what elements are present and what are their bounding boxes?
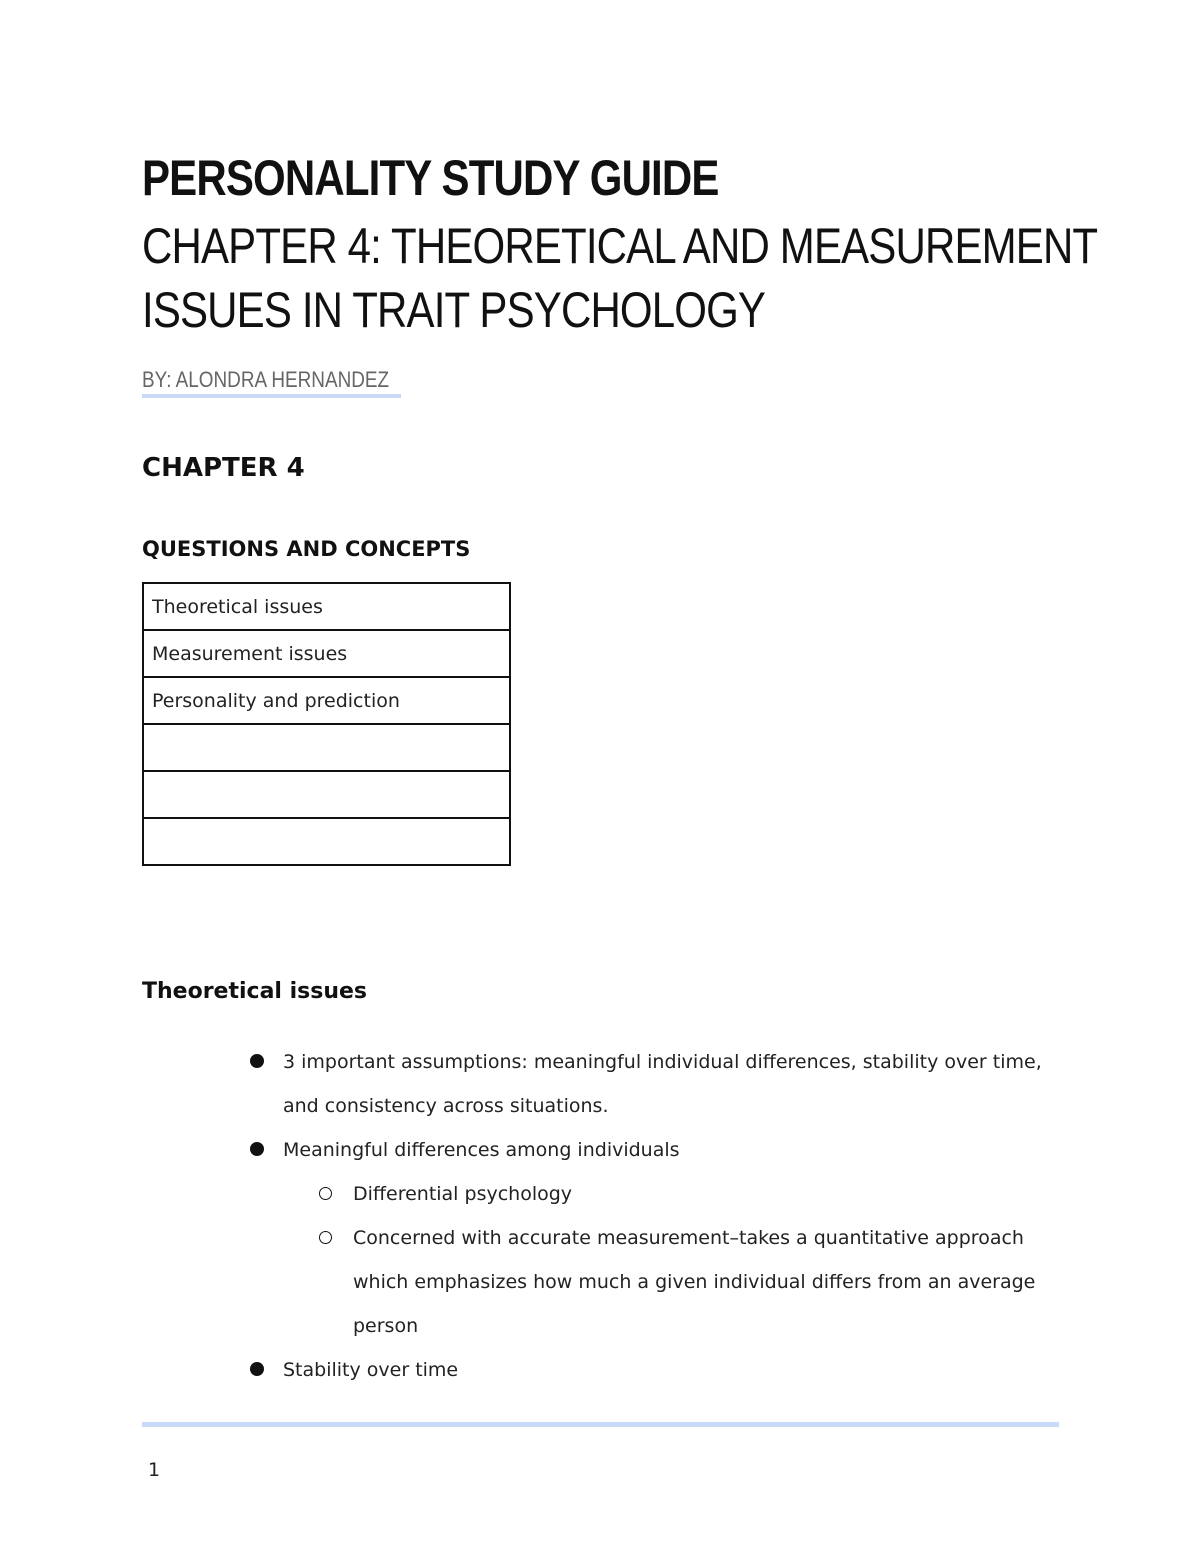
table-cell: Theoretical issues bbox=[143, 583, 510, 630]
document-title: PERSONALITY STUDY GUIDE bbox=[142, 150, 719, 206]
byline-underline bbox=[142, 394, 401, 398]
filled-bullet-icon bbox=[250, 1054, 264, 1068]
author-byline: BY: ALONDRA HERNANDEZ bbox=[142, 367, 390, 392]
table-cell: Personality and prediction bbox=[143, 677, 510, 724]
list-item-text: Meaningful differences among individuals bbox=[283, 1139, 680, 1161]
filled-bullet-icon bbox=[250, 1362, 264, 1376]
footer-divider bbox=[142, 1422, 1059, 1427]
table-cell bbox=[143, 771, 510, 818]
theoretical-issues-heading: Theoretical issues bbox=[142, 979, 368, 1004]
hollow-bullet-icon bbox=[319, 1187, 332, 1200]
table-row bbox=[143, 724, 510, 771]
subtitle-line-2: ISSUES IN TRAIT PSYCHOLOGY bbox=[142, 282, 766, 338]
list-item bbox=[0, 1216, 1053, 1348]
list-item bbox=[0, 1128, 1043, 1172]
list-item-text: Concerned with accurate measurement–takes a quantitative approach which emphasizes how much a given individual differs from an average person bbox=[353, 1227, 1036, 1337]
table-cell bbox=[143, 818, 510, 865]
chapter-heading: CHAPTER 4 bbox=[142, 453, 305, 483]
hollow-bullet-icon bbox=[319, 1231, 332, 1244]
filled-bullet-icon bbox=[250, 1142, 264, 1156]
table-row bbox=[143, 677, 510, 724]
table-row bbox=[143, 771, 510, 818]
questions-heading: QUESTIONS AND CONCEPTS bbox=[142, 537, 471, 561]
list-item-text: 3 important assumptions: meaningful individual differences, stability over time, and consistency across situations. bbox=[283, 1051, 1042, 1117]
list-item bbox=[0, 1172, 1053, 1216]
table-row bbox=[143, 818, 510, 865]
table-row bbox=[143, 630, 510, 677]
list-item-text: Differential psychology bbox=[353, 1183, 573, 1205]
document-subtitle bbox=[142, 214, 1098, 342]
notes-list bbox=[0, 1040, 1200, 1392]
page-number: 1 bbox=[148, 1459, 161, 1481]
table-cell bbox=[143, 724, 510, 771]
subtitle-line-1: CHAPTER 4: THEORETICAL AND MEASUREMENT bbox=[142, 218, 1098, 274]
list-item-text: Stability over time bbox=[283, 1359, 459, 1381]
table-cell: Measurement issues bbox=[143, 630, 510, 677]
list-item bbox=[0, 1040, 1043, 1128]
concepts-table bbox=[142, 582, 511, 866]
table-row bbox=[143, 583, 510, 630]
list-item bbox=[0, 1348, 1043, 1392]
